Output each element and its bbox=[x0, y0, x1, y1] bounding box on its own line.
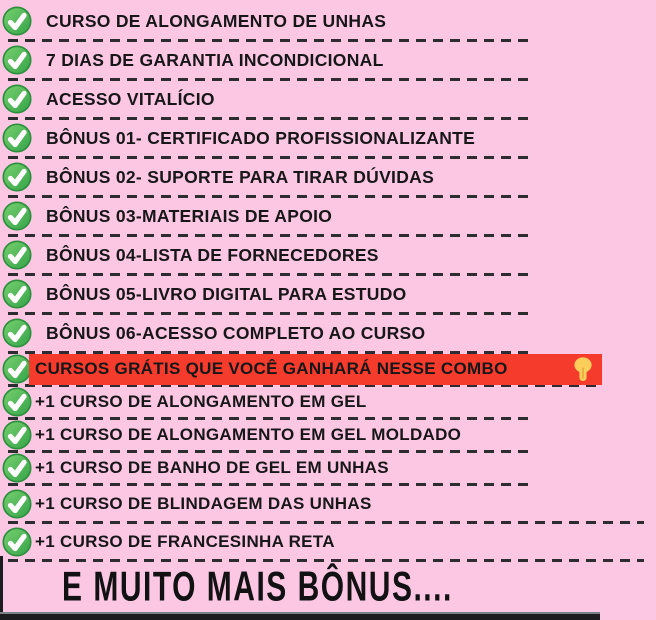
list-item bbox=[0, 276, 656, 312]
list-item bbox=[0, 387, 656, 417]
check-icon bbox=[2, 279, 32, 309]
footer bbox=[0, 562, 656, 613]
list-item bbox=[0, 120, 656, 156]
bottom-border bbox=[0, 612, 600, 620]
list-item bbox=[0, 81, 656, 117]
list-item-label: +1 CURSO DE BLINDAGEM DAS UNHAS bbox=[35, 493, 372, 513]
list-item bbox=[0, 420, 656, 450]
check-icon bbox=[2, 240, 32, 270]
list-item bbox=[0, 237, 656, 273]
list-item bbox=[0, 159, 656, 195]
check-icon bbox=[2, 84, 32, 114]
list-item-label: CURSOS GRÁTIS QUE VOCÊ GANHARÁ NESSE COMBO bbox=[35, 359, 508, 378]
list-item-label: BÔNUS 02- SUPORTE PARA TIRAR DÚVIDAS bbox=[46, 166, 435, 187]
check-icon bbox=[2, 387, 32, 417]
check-icon bbox=[2, 123, 32, 153]
check-icon bbox=[2, 201, 32, 231]
list-item-label: ACESSO VITALÍCIO bbox=[46, 88, 215, 109]
list-item-label: BÔNUS 05-LIVRO DIGITAL PARA ESTUDO bbox=[46, 283, 407, 304]
list-item-label: +1 CURSO DE BANHO DE GEL EM UNHAS bbox=[35, 458, 389, 477]
list-item-label: BÔNUS 04-LISTA DE FORNECEDORES bbox=[46, 244, 379, 265]
pointing-down-icon bbox=[573, 357, 593, 382]
list-item-label: BÔNUS 01- CERTIFICADO PROFISSIONALIZANTE bbox=[46, 127, 476, 148]
list-item bbox=[0, 3, 656, 39]
list-item bbox=[0, 486, 656, 521]
list-item-label: 7 DIAS DE GARANTIA INCONDICIONAL bbox=[46, 49, 384, 70]
check-icon bbox=[2, 354, 32, 384]
list-item-label: BÔNUS 06-ACESSO COMPLETO AO CURSO bbox=[46, 322, 426, 343]
highlighted-list-item bbox=[0, 354, 656, 384]
check-icon bbox=[2, 420, 32, 450]
list-item-label: +1 CURSO DE ALONGAMENTO EM GEL bbox=[35, 392, 367, 411]
check-icon bbox=[2, 45, 32, 75]
check-icon bbox=[2, 162, 32, 192]
list-item bbox=[0, 315, 656, 351]
check-icon bbox=[2, 453, 32, 483]
footer-heading: E MUITO MAIS BÔNUS.... bbox=[62, 564, 453, 610]
left-edge-artifact bbox=[0, 556, 3, 620]
list-item-label: +1 CURSO DE ALONGAMENTO EM GEL MOLDADO bbox=[35, 425, 462, 444]
check-icon bbox=[2, 489, 32, 519]
check-icon bbox=[2, 6, 32, 36]
list-item bbox=[0, 42, 656, 78]
list-item-label: CURSO DE ALONGAMENTO DE UNHAS bbox=[46, 10, 387, 31]
check-icon bbox=[2, 318, 32, 348]
check-icon bbox=[2, 527, 32, 557]
highlight-banner bbox=[29, 354, 602, 385]
list-item-label: +1 CURSO DE FRANCESINHA RETA bbox=[35, 531, 335, 551]
list-item bbox=[0, 524, 656, 559]
list-item-label: BÔNUS 03-MATERIAIS DE APOIO bbox=[46, 205, 333, 226]
list-item bbox=[0, 453, 656, 483]
list-item bbox=[0, 198, 656, 234]
